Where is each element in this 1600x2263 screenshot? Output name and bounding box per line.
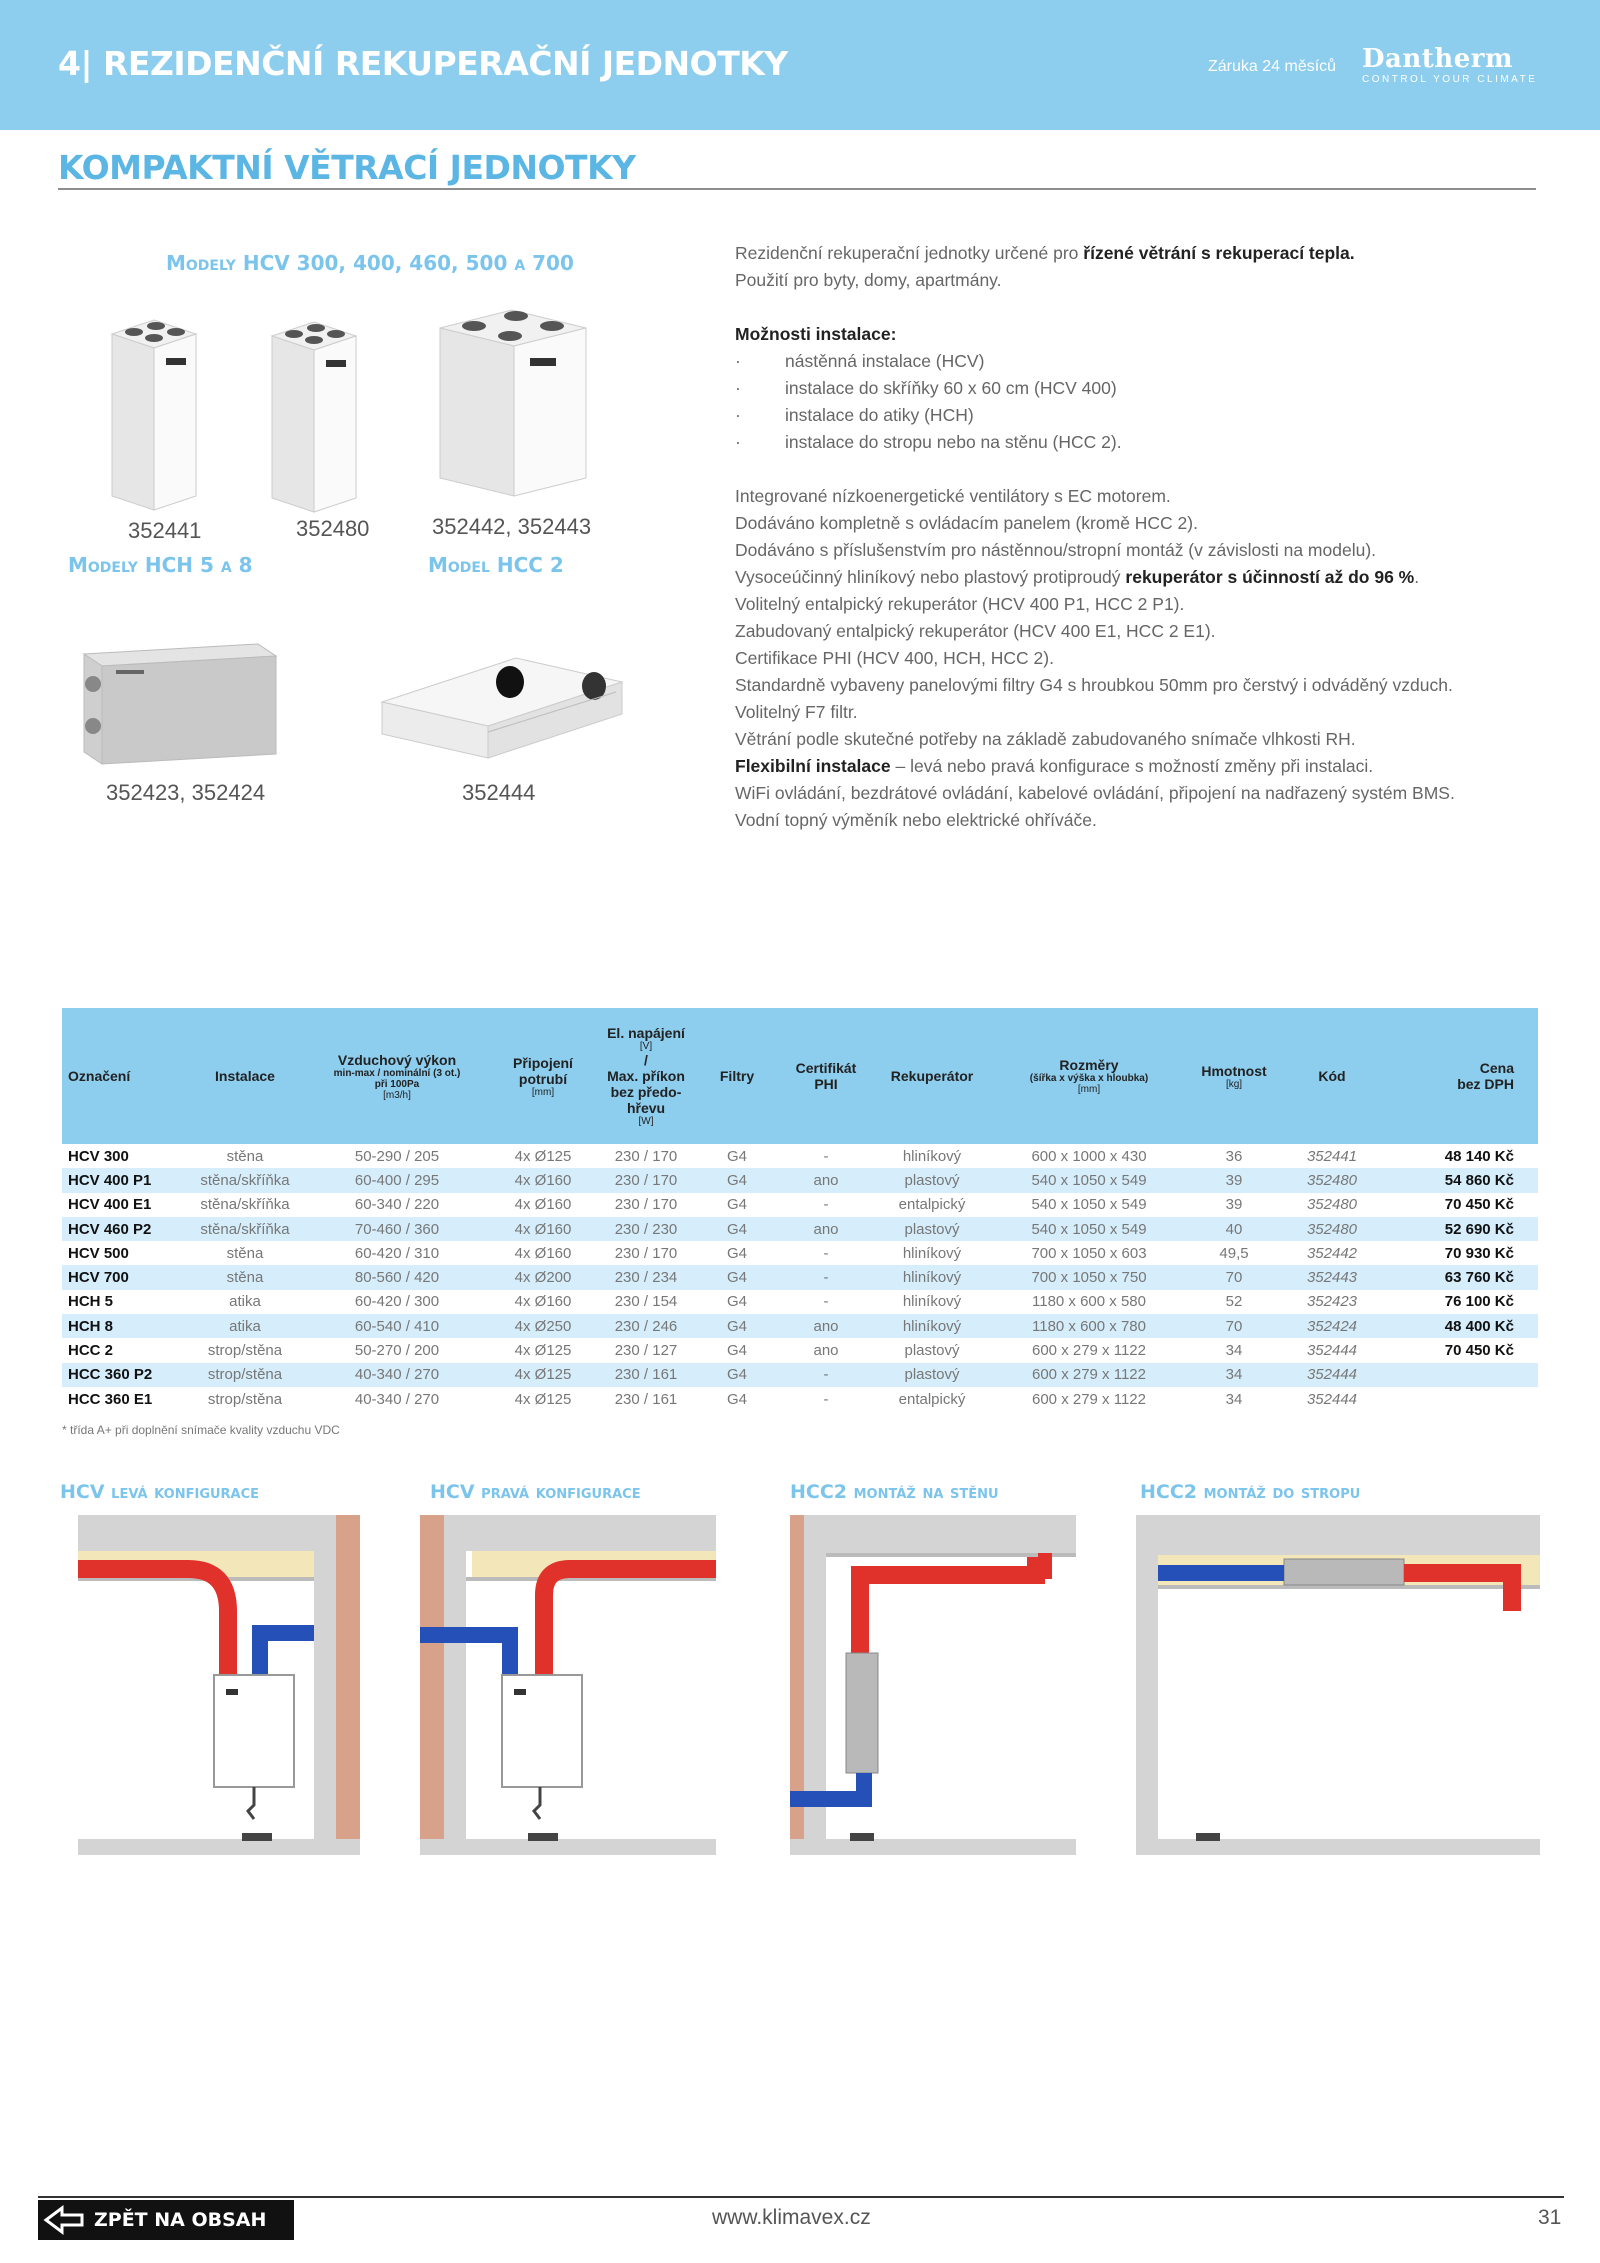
cell-install: atika [229,1293,261,1311]
cell-phi: - [823,1293,829,1311]
cell-weight: 49,5 [1219,1244,1249,1262]
list-item: · instalace do stropu nebo na stěnu (HCC 2). [735,432,1122,452]
list-item: · instalace do atiky (HCH) [735,405,974,425]
cell-model: HCV 460 P2 [62,1217,184,1241]
cell-install: stěna/skříňka [200,1196,290,1214]
cell-filter: G4 [726,1342,747,1360]
cell-recup: plastový [872,1217,992,1241]
hcc-wall-mount-diagram [790,1515,1076,1855]
cell-power: 230 / 170 [614,1196,678,1214]
cell-power: 230 / 161 [614,1390,678,1408]
diagram-title-hcc-wall: HCC2 montáž na stěnu [790,1481,999,1503]
cell-install: strop/stěna [184,1363,306,1387]
cell-conn: 4x Ø125 [514,1147,572,1165]
cell-price: 63 760 Kč [1382,1265,1538,1289]
feature-line: Flexibilní instalace – levá nebo pravá konfigurace s možností změny při instalaci. [735,756,1374,776]
cell-conn: 4x Ø160 [488,1217,598,1241]
feature-line: Volitelný entalpický rekuperátor (HCV 400 P1, HCC 2 P1). [735,594,1185,614]
arrow-left-icon [38,2200,94,2240]
cell-model: HCC 360 E1 [68,1390,153,1408]
cell-install: stěna/skříňka [184,1168,306,1192]
hcv-models-heading: Modely HCV 300, 400, 460, 500 a 700 [166,251,574,275]
hcv-left-configuration-diagram [78,1515,360,1855]
cell-dims: 540 x 1050 x 549 [992,1168,1186,1192]
cell-air: 50-270 / 200 [354,1342,440,1360]
cell-air: 60-420 / 300 [354,1293,440,1311]
cell-conn: 4x Ø160 [514,1293,572,1311]
cell-dims: 1180 x 600 x 580 [1032,1293,1146,1311]
cell-filter: G4 [726,1293,747,1311]
cell-recup: hliníkový [872,1265,992,1289]
page-number: 31 [1538,2206,1562,2229]
cell-install: strop/stěna [207,1390,283,1408]
cell-phi: - [780,1265,872,1289]
cell-air: 60-420 / 310 [354,1244,440,1262]
col-header-model: Označení [62,1008,184,1144]
product-code-hch: 352423, 352424 [106,780,266,805]
section-divider [58,188,1536,190]
cell-model: HCV 700 [62,1265,184,1289]
cell-power: 230 / 234 [598,1265,694,1289]
cell-air: 60-400 / 295 [306,1168,488,1192]
cell-phi: - [823,1147,829,1165]
feature-line: Integrované nízkoenergetické ventilátory s EC motorem. [735,486,1171,506]
cell-weight: 36 [1225,1147,1243,1165]
table-row [62,1387,1538,1411]
cell-recup: hliníkový [902,1293,962,1311]
cell-filter: G4 [694,1168,780,1192]
table-row [62,1144,1538,1168]
diagram-title-hcv-left: HCV levá konfigurace [60,1481,260,1503]
product-code-hcv-1: 352441 [128,518,202,543]
cell-weight: 34 [1225,1342,1243,1360]
back-to-contents-button[interactable] [38,2200,294,2240]
cell-price: 48 140 Kč [1444,1147,1514,1165]
cell-air: 40-340 / 270 [354,1390,440,1408]
product-code-hcc: 352444 [462,780,536,805]
col-header-phi: Certifikát PHI [780,1008,872,1144]
cell-weight: 34 [1186,1363,1282,1387]
cell-conn: 4x Ø125 [514,1390,572,1408]
cell-phi: - [780,1363,872,1387]
cell-conn: 4x Ø250 [488,1314,598,1338]
cell-price: 70 450 Kč [1444,1342,1514,1360]
cell-model: HCC 360 P2 [62,1363,184,1387]
col-header-code: Kód [1282,1008,1382,1144]
cell-model: HCC 2 [68,1342,114,1360]
cell-phi: ano [780,1168,872,1192]
col-header-power: El. napájení [V] / Max. příkon bez předo- hřevu [W] [598,1008,694,1144]
cell-install: stěna [184,1265,306,1289]
back-to-contents-label: ZPĚT NA OBSAH [94,2209,267,2231]
cell-power: 230 / 170 [614,1147,678,1165]
cell-air: 40-340 / 270 [306,1363,488,1387]
cell-air: 60-340 / 220 [354,1196,440,1214]
cell-dims: 600 x 279 x 1122 [992,1363,1186,1387]
cell-weight: 70 [1186,1314,1282,1338]
cell-phi: ano [780,1314,872,1338]
cell-model: HCH 5 [68,1293,114,1311]
table-footnote: * třída A+ při doplnění snímače kvality vzduchu VDC [62,1423,340,1437]
chapter-title: 4| REZIDENČNÍ REKUPERAČNÍ JEDNOTKY [58,44,788,83]
cell-recup: hliníkový [902,1147,962,1165]
cell-recup: entalpický [898,1390,966,1408]
product-description [735,240,1535,834]
section-title: KOMPAKTNÍ VĚTRACÍ JEDNOTKY [58,148,636,187]
cell-model: HCH 8 [62,1314,184,1338]
cell-code: 352444 [1306,1342,1358,1360]
cell-code: 352443 [1282,1265,1382,1289]
hcv-unit-image-1 [108,314,200,514]
intro-line-2: Použití pro byty, domy, apartmány. [735,270,1002,290]
hcv-unit-image-2 [268,316,360,516]
cell-power: 230 / 246 [598,1314,694,1338]
table-row [62,1338,1538,1362]
feature-line: Zabudovaný entalpický rekuperátor (HCV 400 E1, HCC 2 E1). [735,621,1216,641]
brand-tagline: CONTROL YOUR CLIMATE [1362,74,1538,85]
spec-table [62,1008,1538,1411]
col-header-connection: Připojení potrubí [mm] [488,1008,598,1144]
cell-phi: ano [813,1342,839,1360]
cell-price [1382,1387,1538,1411]
cell-conn: 4x Ø200 [488,1265,598,1289]
hcc-ceiling-mount-diagram [1136,1515,1540,1855]
col-header-filters: Filtry [694,1008,780,1144]
cell-filter: G4 [726,1147,747,1165]
cell-conn: 4x Ø160 [514,1196,572,1214]
cell-code: 352480 [1306,1196,1358,1214]
cell-weight: 40 [1186,1217,1282,1241]
cell-recup: entalpický [898,1196,966,1214]
cell-filter: G4 [694,1217,780,1241]
cell-power: 230 / 161 [598,1363,694,1387]
cell-dims: 600 x 1000 x 430 [1031,1147,1147,1165]
cell-filter: G4 [726,1390,747,1408]
cell-power: 230 / 170 [614,1244,678,1262]
website-link[interactable]: www.klimavex.cz [712,2206,871,2229]
feature-line: Volitelný F7 filtr. [735,702,858,722]
cell-code: 352480 [1282,1168,1382,1192]
cell-install: stěna [226,1147,264,1165]
cell-price [1382,1363,1538,1387]
cell-filter: G4 [694,1314,780,1338]
cell-model: HCV 300 [68,1147,129,1165]
hcv-unit-image-3 [434,304,594,504]
cell-air: 50-290 / 205 [354,1147,440,1165]
hcc-model-heading: Model HCC 2 [428,553,564,577]
table-row [62,1265,1538,1289]
cell-weight: 39 [1225,1196,1243,1214]
cell-code: 352444 [1306,1390,1358,1408]
cell-code: 352441 [1306,1147,1358,1165]
cell-dims: 700 x 1050 x 603 [1031,1244,1147,1262]
cell-conn: 4x Ø160 [488,1168,598,1192]
warranty-note: Záruka 24 měsíců [1208,58,1337,75]
cell-weight: 39 [1186,1168,1282,1192]
cell-install: stěna [226,1244,264,1262]
feature-line: Dodáváno s příslušenstvím pro nástěnnou/stropní montáž (v závislosti na modelu). [735,540,1377,560]
cell-code: 352423 [1306,1293,1358,1311]
table-row [62,1241,1538,1265]
cell-phi: - [823,1196,829,1214]
cell-price: 70 930 Kč [1444,1244,1514,1262]
cell-dims: 600 x 279 x 1122 [1032,1390,1146,1408]
cell-install: strop/stěna [207,1342,283,1360]
cell-install: stěna/skříňka [184,1217,306,1241]
diagram-title-hcc-ceiling: HCC2 montáž do stropu [1140,1481,1361,1503]
cell-phi: ano [780,1217,872,1241]
cell-recup: plastový [904,1342,960,1360]
feature-line: Větrání podle skutečné potřeby na základě zabudovaného snímače vlhkosti RH. [735,729,1356,749]
table-row [62,1290,1538,1314]
cell-air: 80-560 / 420 [306,1265,488,1289]
table-row [62,1217,1538,1241]
feature-line: Vodní topný výměník nebo elektrické ohříváče. [735,810,1097,830]
feature-line: Dodáváno kompletně s ovládacím panelem (kromě HCC 2). [735,513,1198,533]
table-row [62,1193,1538,1217]
diagram-title-hcv-right: HCV pravá konfigurace [430,1481,641,1503]
feature-line: Vysoceúčinný hliníkový nebo plastový protiproudý rekuperátor s účinností až do 96 %. [735,567,1420,587]
cell-price: 54 860 Kč [1382,1168,1538,1192]
cell-dims: 600 x 279 x 1122 [1032,1342,1146,1360]
feature-line: Standardně vybaveny panelovými filtry G4 s hroubkou 50mm pro čerstvý i odváděný vzduch. [735,675,1453,695]
cell-dims: 540 x 1050 x 549 [992,1217,1186,1241]
table-row [62,1363,1538,1387]
cell-recup: hliníkový [872,1314,992,1338]
cell-recup: plastový [872,1168,992,1192]
col-header-airflow: Vzduchový výkon min-max / nominální (3 ot.) při 100Pa [m3/h] [306,1008,488,1144]
cell-price: 76 100 Kč [1444,1293,1514,1311]
table-header-row [62,1008,1538,1144]
page-header [0,0,1600,130]
install-heading: Možnosti instalace: [735,324,897,344]
install-options-list [735,348,1535,456]
cell-price: 52 690 Kč [1382,1217,1538,1241]
col-header-install: Instalace [184,1008,306,1144]
cell-filter: G4 [726,1196,747,1214]
hcc-unit-image [376,652,626,766]
cell-weight: 70 [1186,1265,1282,1289]
cell-code: 352424 [1282,1314,1382,1338]
cell-model: HCV 400 E1 [68,1196,152,1214]
col-header-dimensions: Rozměry (šířka x výška x hloubka) [mm] [992,1008,1186,1144]
col-header-recuperator: Rekuperátor [872,1008,992,1144]
cell-model: HCV 500 [68,1244,129,1262]
cell-dims: 700 x 1050 x 750 [992,1265,1186,1289]
hcv-right-configuration-diagram [420,1515,716,1855]
dantherm-logo [1362,44,1537,85]
brand-name: Dantherm [1362,44,1513,74]
cell-install: atika [184,1314,306,1338]
cell-conn: 4x Ø125 [488,1363,598,1387]
cell-filter: G4 [694,1363,780,1387]
cell-dims: 540 x 1050 x 549 [1031,1196,1147,1214]
cell-dims: 1180 x 600 x 780 [992,1314,1186,1338]
col-header-weight: Hmotnost [kg] [1186,1008,1282,1144]
product-code-hcv-2: 352480 [296,516,370,541]
cell-conn: 4x Ø160 [514,1244,572,1262]
table-row [62,1314,1538,1338]
cell-recup: hliníkový [902,1244,962,1262]
cell-power: 230 / 170 [598,1168,694,1192]
table-row [62,1168,1538,1192]
intro-line-1: Rezidenční rekuperační jednotky určené pro řízené větrání s rekuperací tepla. [735,243,1355,263]
feature-line: WiFi ovládání, bezdrátové ovládání, kabelové ovládání, připojení na nadřazený systém BMS. [735,783,1455,803]
cell-model: HCV 400 P1 [62,1168,184,1192]
list-item: · nástěnná instalace (HCV) [735,351,985,371]
product-code-hcv-3: 352442, 352443 [432,514,592,539]
list-item: · instalace do skříňky 60 x 60 cm (HCV 400) [735,378,1117,398]
cell-phi: - [823,1390,829,1408]
cell-weight: 34 [1225,1390,1243,1408]
hch-unit-image [80,640,280,766]
cell-filter: G4 [694,1265,780,1289]
hch-models-heading: Modely HCH 5 a 8 [68,553,253,577]
cell-code: 352444 [1282,1363,1382,1387]
cell-air: 70-460 / 360 [306,1217,488,1241]
col-header-price: Cena bez DPH [1382,1008,1538,1144]
cell-filter: G4 [726,1244,747,1262]
cell-phi: - [823,1244,829,1262]
cell-power: 230 / 154 [614,1293,678,1311]
cell-power: 230 / 230 [598,1217,694,1241]
cell-weight: 52 [1225,1293,1243,1311]
feature-line: Certifikace PHI (HCV 400, HCH, HCC 2). [735,648,1054,668]
cell-price: 70 450 Kč [1444,1196,1514,1214]
cell-conn: 4x Ø125 [514,1342,572,1360]
cell-recup: plastový [872,1363,992,1387]
cell-power: 230 / 127 [614,1342,678,1360]
cell-price: 48 400 Kč [1382,1314,1538,1338]
footer-divider [38,2196,1564,2198]
cell-code: 352442 [1306,1244,1358,1262]
cell-code: 352480 [1282,1217,1382,1241]
cell-air: 60-540 / 410 [306,1314,488,1338]
